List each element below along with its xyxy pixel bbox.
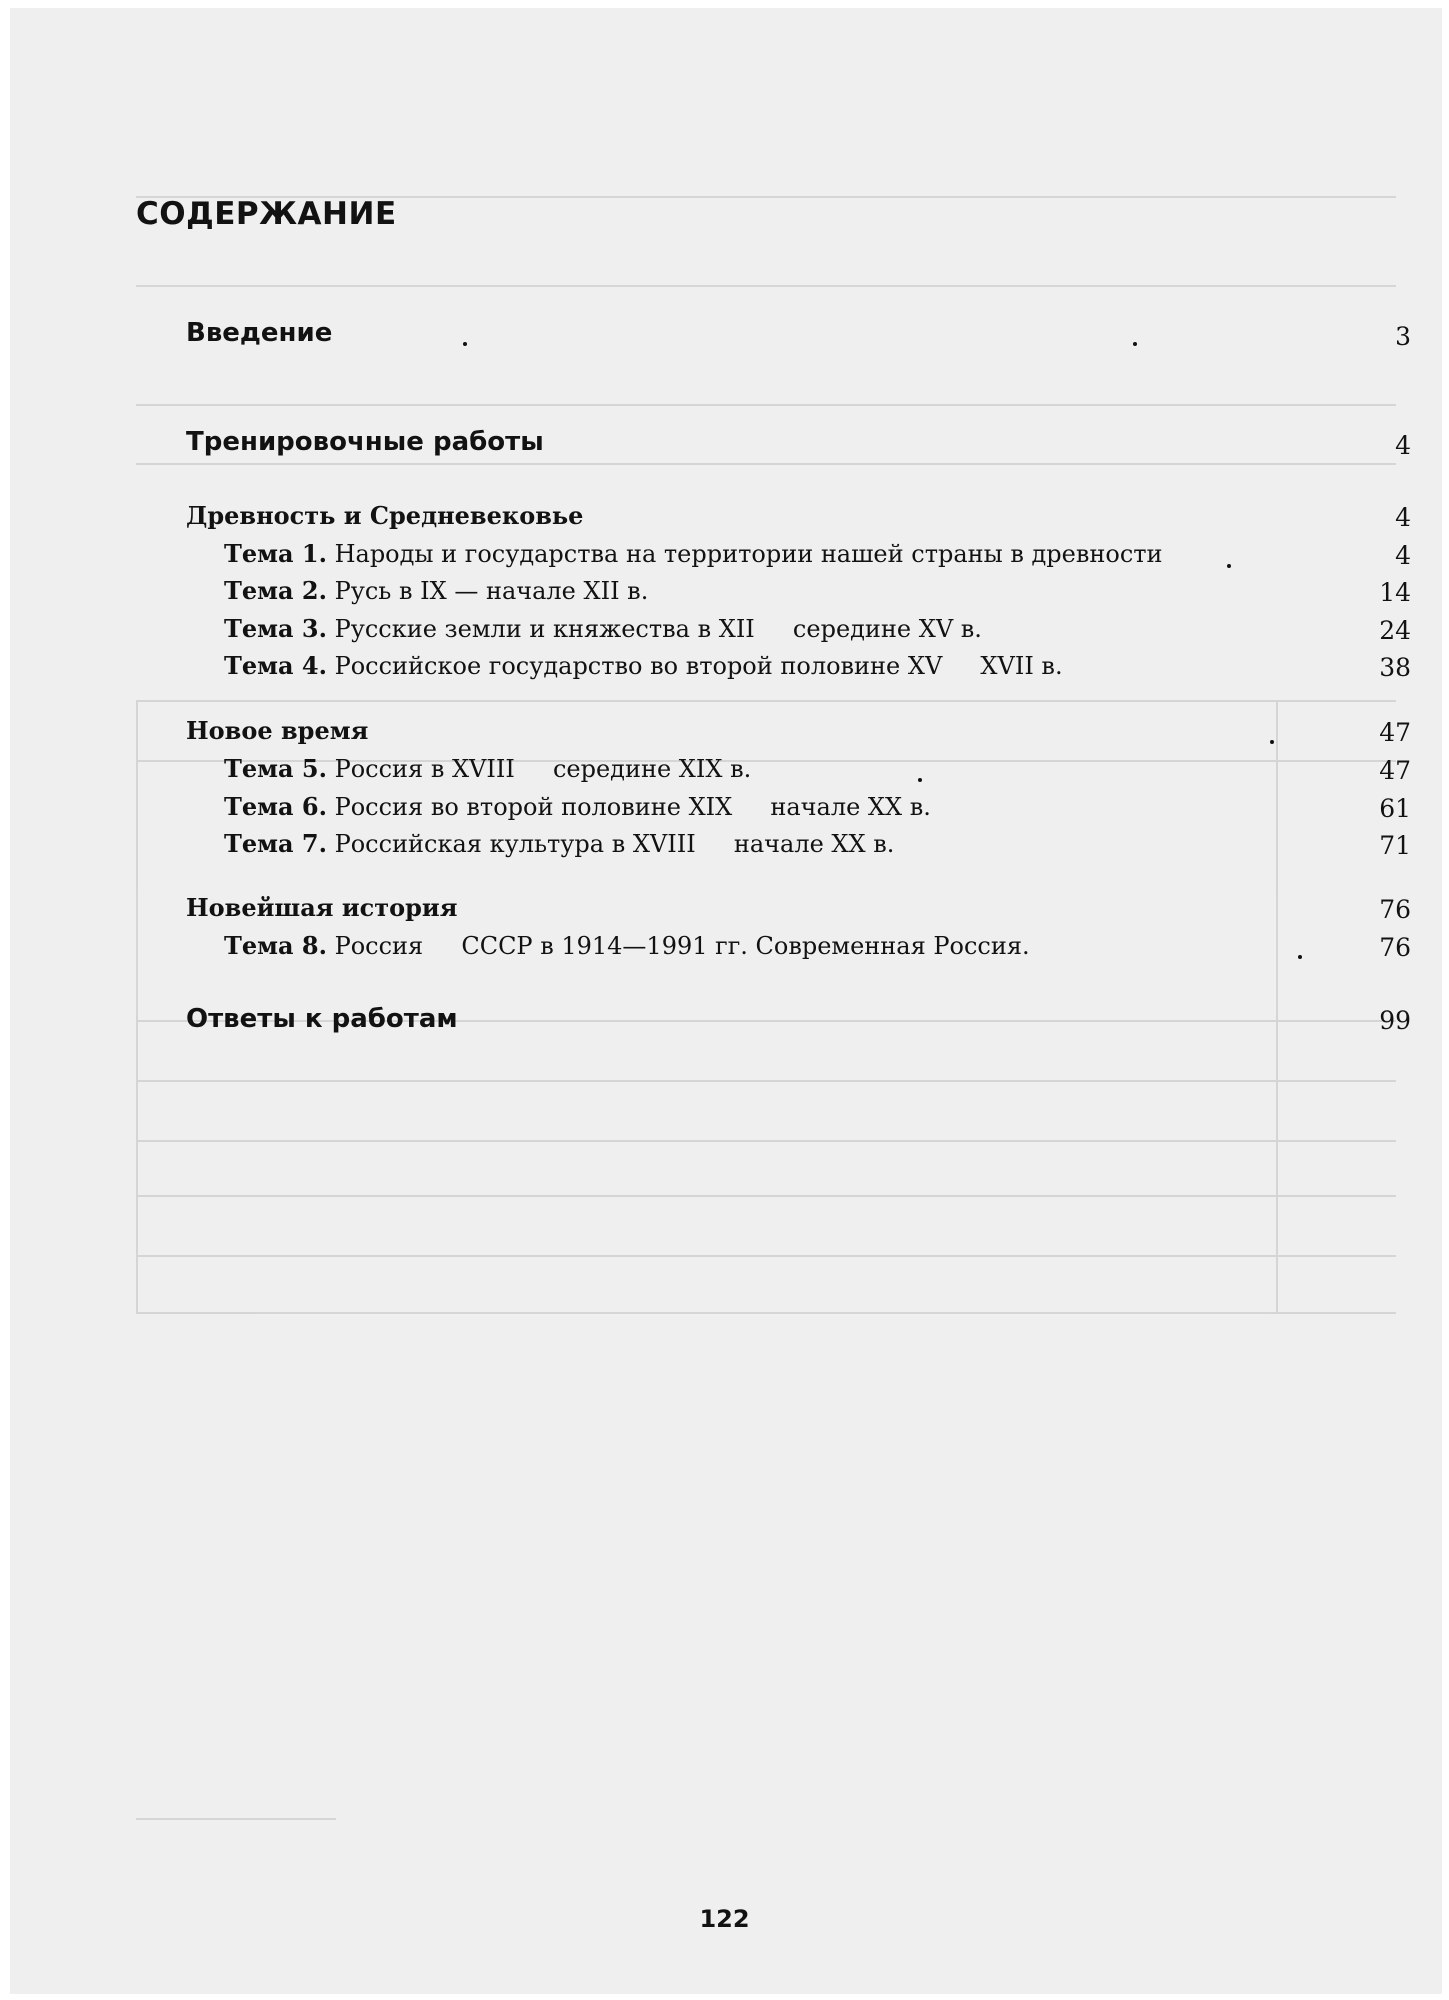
toc-entry-page: 14: [1379, 578, 1411, 607]
toc-entry-page: 24: [1379, 616, 1411, 645]
toc-entry-page: 47: [1379, 718, 1411, 747]
toc-entry-label: Введение: [186, 318, 333, 348]
page-title: СОДЕРЖАНИЕ: [136, 196, 397, 232]
toc-entry-topic-3[interactable]: [0, 614, 1449, 654]
toc-entry-page: 38: [1379, 653, 1411, 682]
toc-entry-label: Народы и государства на территории нашей страны в древности: [334, 540, 1163, 568]
toc-entry-page: 99: [1379, 1006, 1411, 1035]
toc-entry-page: 71: [1379, 831, 1411, 860]
toc-entry-label: Российская культура в XVIII начале XX в.: [334, 830, 895, 858]
leader-dot: [463, 342, 467, 346]
toc-entry-introduction[interactable]: [0, 318, 1449, 358]
toc-entry-label: Ответы к работам: [186, 1004, 458, 1034]
toc-entry-label: Россия в XVIII середине XIX в.: [334, 755, 752, 783]
leader-dot: [1227, 564, 1231, 568]
toc-entry-page: 3: [1395, 322, 1411, 351]
toc-entry-topic-7[interactable]: [0, 829, 1449, 869]
toc-entry-label: Древность и Средневековье: [186, 501, 584, 530]
toc-entry-label: Русские земли и княжества в XII середине XV в.: [334, 615, 982, 643]
toc-entry-label: Новейшая история: [186, 893, 458, 922]
leader-dot: [918, 778, 922, 782]
toc-entry-answers[interactable]: [0, 1004, 1449, 1044]
leader-dot: [1298, 955, 1302, 959]
topic-number: Тема 8.: [224, 931, 327, 960]
toc-entry-page: 61: [1379, 794, 1411, 823]
toc-entry-label: Новое время: [186, 716, 369, 745]
toc-entry-topic-6[interactable]: [0, 792, 1449, 832]
topic-number: Тема 6.: [224, 792, 327, 821]
leader-dot: [1270, 740, 1274, 744]
topic-number: Тема 1.: [224, 539, 327, 568]
toc-entry-topic-5[interactable]: [0, 754, 1449, 794]
topic-number: Тема 4.: [224, 651, 327, 680]
toc-entry-label: Россия СССР в 1914—1991 гг. Современная Россия.: [334, 932, 1030, 960]
topic-number: Тема 2.: [224, 576, 327, 605]
toc-entry-page: 76: [1379, 895, 1411, 924]
toc-entry-label: Русь в IX — начале XII в.: [334, 577, 649, 605]
toc-entry-page: 4: [1395, 431, 1411, 460]
toc-entry-label: Россия во второй половине XIX начале XX в.: [334, 793, 931, 821]
toc-entry-page: 4: [1395, 503, 1411, 532]
toc-entry-label: Тренировочные работы: [186, 427, 544, 457]
page-number: 122: [699, 1905, 750, 1933]
topic-number: Тема 7.: [224, 829, 327, 858]
toc-entry-topic-8[interactable]: [0, 931, 1449, 971]
topic-number: Тема 3.: [224, 614, 327, 643]
toc-entry-topic-4[interactable]: [0, 651, 1449, 691]
toc-entry-antiquity-middle-ages[interactable]: [0, 501, 1449, 541]
toc-entry-topic-2[interactable]: [0, 576, 1449, 616]
toc-entry-contemporary-history[interactable]: [0, 893, 1449, 933]
leader-dot: [1133, 342, 1137, 346]
toc-entry-page: 4: [1395, 541, 1411, 570]
topic-number: Тема 5.: [224, 754, 327, 783]
toc-entry-label: Российское государство во второй половине XV XVII в.: [334, 652, 1063, 680]
toc-entry-modern-era[interactable]: [0, 716, 1449, 756]
toc-entry-page: 76: [1379, 933, 1411, 962]
toc-entry-training-works[interactable]: [0, 427, 1449, 467]
toc-entry-topic-1[interactable]: [0, 539, 1449, 579]
toc-entry-page: 47: [1379, 756, 1411, 785]
